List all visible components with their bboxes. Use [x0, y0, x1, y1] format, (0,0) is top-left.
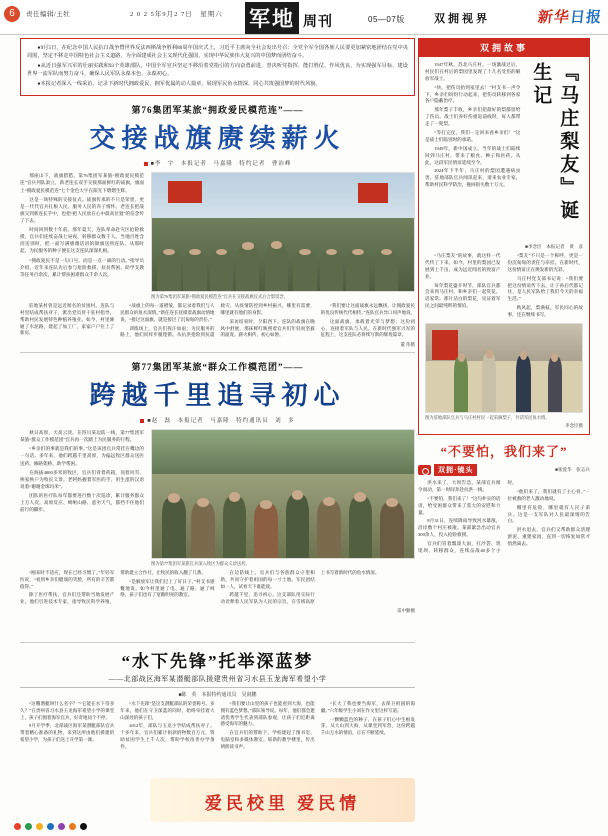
paragraph: “这艘潜艇叫什么名字？”“它能在水下待多久？”在贵州省习水县玉龙海军希望小学的课堂上，孩子们围着海军官兵，好奇地问个不停。 [20, 701, 115, 720]
ribbon-text-left: 爱民校里 [204, 794, 289, 813]
paragraph: 那年梨子丰收，乡亲们把最好的梨都留给了伤员。战士们养好伤重返前线时，每人都带走了一兜梨。 [425, 107, 521, 127]
color-swatch [69, 823, 76, 830]
sidebar-section-header: 双拥故事 [418, 38, 590, 57]
paragraph: 1947年秋，苏北马庄村。一场激战过后，村民们在村后的梨园里发现了十几名受伤的解放军战士。 [425, 62, 521, 81]
paragraph: 2024年下半年，马庄村的梨园遭遇病虫害。驻地部队官兵闻讯赶来，请来农业专家，帮助村民科学防治，挽回损失数十万元。 [425, 168, 521, 188]
paragraph: 在边防线上，官兵们与各族群众守望相助，共同守护着祖国的每一寸土地。军民团结如一人，试看天下谁能敌。 [220, 570, 315, 589]
paragraph: 这是一场特殊的交接仪式。战旗传承的不只是荣誉，更是一代代官兵扎根人民、服务人民的赤子情怀。老连长把战旗交到新连长手中，也把“把人民放在心中最高位置”的信念传了下去。 [20, 196, 144, 223]
paragraph: 8月31日，连续降雨导致河水暴涨，沿岸数个村庄被淹。某部紧急出动官兵300余人，投入抢险救援。 [418, 518, 501, 538]
paragraph: “战旗上的每一道褶皱，都记录着我们与人民群众的鱼水深情。”新任连长抚摸着战旗动情地说，“接过这面旗，就是接过了沉甸甸的责任。” [120, 303, 215, 322]
sidebar-badge-row [418, 464, 590, 476]
paragraph: 这面战旗，承载着光荣与梦想；这份初心，连接着军队与人民。在新时代强军兴军的征程上，这支连队必将续写新的辉煌篇章。 [320, 318, 415, 338]
color-swatch [58, 823, 65, 830]
color-swatch [25, 823, 32, 830]
article-跨越千里追寻初心 [20, 360, 415, 614]
sidebar-column [418, 38, 590, 555]
paragraph: “我们要让山里的孩子也能看到大海，也能拥有蓝色梦想。”部队领导说。每年，他们都会邀请优秀学生代表到部队参观，让孩子们近距离感受海军的魅力。 [220, 701, 315, 727]
paragraph: 在官兵们的帮助下，学校建起了图书室、电脑室和多媒体教室。崭新的教学楼里，传出朗朗读书声。 [220, 730, 315, 749]
article-photo-block [151, 172, 415, 300]
sidebar-headline-2: “不要怕，我们来了” [440, 444, 568, 460]
bottom-article-headline: “水下先锋”托举深蓝梦 [121, 652, 314, 671]
sidebar-photo-credit: 李念臣摄 [565, 423, 583, 429]
sidebar-vertical-title-wrap [525, 62, 583, 242]
masthead [0, 0, 608, 35]
photo-caption: 图为第77集团军某旅官兵深入牧区为群众义诊送药。 [151, 561, 250, 567]
paragraph: “梨友”不只是一个称呼，更是一份沉甸甸的责任与牵挂。在新时代，这份情谊正在焕发新的光彩。 [507, 253, 583, 272]
article-byline [20, 416, 415, 424]
color-swatch [80, 823, 87, 830]
masthead-title-sub: 周刊 [303, 15, 333, 30]
paragraph: “乡亲们的事就是我们的事。”这是该团官兵常挂在嘴边的一句话。多年来，他们跨越千里高原，为偏远牧区群众送医送药、修路架桥、助学帮困。 [20, 446, 144, 466]
sidebar-byline-2: ■张爱华 张志兵 [555, 467, 590, 473]
byline-marker-icon [144, 162, 148, 166]
paper-logo [537, 6, 603, 27]
byline-text: ■陈 英 本报特约通讯员 吴润鹏 [178, 693, 257, 698]
registration-color-bar [14, 823, 87, 830]
paragraph: 训练场上，官兵们挥汗如雨；为民服务的路上，他们同样步履铿锵。从抗洪抢险到抗震救灾，从疫情防控到乡村振兴，哪里有需要，哪里就有他们的身影。 [120, 303, 315, 338]
article-photo-medics [151, 429, 415, 559]
paragraph: 团队的医疗队每年都要进行数十次巡诊，累计服务群众上万人次。高原反应、崎岖山路、恶劣天气，都挡不住他们前行的脚步。 [20, 492, 144, 513]
photo-crowd [152, 235, 414, 292]
paragraph: 采访结束时，夕阳西下。连队的战旗在晚风中舒展，那抹鲜红映照着官兵们年轻而坚毅的面庞。薪火相传，初心如磐。 [220, 318, 315, 338]
paper-logo-part1: 新华 [536, 10, 571, 26]
paragraph: “他们来了，我们就有了主心骨。”一位被救的老人激动地说。 [507, 488, 590, 501]
paragraph: 那座山下，战旗猎猎。第76集团军某旅“拥政爱民模范连”官兵列队肃立，新老连长双手交接那面鲜红的战旗，旗面上“拥政爱民模范连”七个金色大字在阳光下熠熠生辉。 [20, 173, 144, 193]
issue-range: 05—07版 [368, 15, 405, 24]
column-badge: 双拥·镜头 [434, 464, 477, 476]
photo-flag [358, 183, 388, 203]
paragraph: 哪里有危险，哪里就有人民子弟兵。这是一支军队对人民最深情的告白。 [507, 504, 590, 524]
paragraph: 洪水来了，大坝告急。某部官兵闻令而动，第一时间奔赴抗洪一线。 [418, 480, 501, 492]
color-swatch [47, 823, 54, 830]
photo-hills [152, 430, 414, 479]
paragraph: “等打完仗，我们一定回来看乡亲们！”这是战士们临别时的承诺。 [425, 130, 521, 142]
lead-text [27, 44, 408, 88]
photo-credit: 董 伟摄 [400, 342, 415, 348]
article-headline: 跨越千里追寻初心 [89, 380, 346, 411]
paragraph: “不要怕，我们来了！”这句朴实的话语，给受困群众带来了莫大的安慰和力量。 [418, 495, 501, 515]
article-交接战旗赓续薪火 [20, 103, 415, 348]
paragraph: 1949年，新中国成立。当年的战士们陆续回到马庄村，带来了粮食、种子和医药。从此，这段军民情谊延续至今。 [425, 145, 521, 165]
paragraph: “拥政爱民不是一句口号，而是一点一滴的行动。”指导员介绍，近年来连队先后参与抢险救援、扶贫帮困、助学支教等任务百余次，累计帮扶困难群众千余人次。 [20, 257, 144, 277]
lead-paragraph: ●从近日强军兴军的壮丽实践和93个英雄部队，中国全军官兵坚定不移沿着党指引的方向奋勇前进，坚决听党指挥、能打胜仗、作风优良，为实现强军目标、建设世界一流军队而努力奋斗，确保人民军队永葆本色、永葆初心。 [27, 63, 408, 78]
paragraph: 9月开学季，北部战区海军某潜艇部队官兵带着精心准备的礼物，来到这所由他们援建的希望小学，为孩子们送上开学第一课。 [20, 723, 115, 742]
sidebar-photo-caption: 图为驻地部队官兵与马庄村村民一起采摘梨子，共话军民鱼水情。 [425, 415, 550, 421]
color-swatch [14, 823, 21, 830]
paragraph: 在海拔4000多米的牧区，官兵们背着药箱，顶着风雪，挨家挨户为牧民义诊。老阿妈握着军医的手，用生涩的汉语说着“谢谢金珠玛米”。 [20, 469, 144, 489]
paragraph: 秋日高原，天高云淡。在四川某边防一线，第77集团军某旅“群众工作模范团”官兵再一次踏上为民服务的行程。 [20, 430, 144, 443]
paragraph: 马庄村党支部书记说：“我们要把这份情谊传下去，让子孙后代都记住，是人民军队给了我们今天的幸福生活。” [507, 275, 583, 302]
sidebar-vertical-headline: 『马庄梨友』诞生记 [530, 62, 579, 223]
divider [20, 352, 415, 353]
photo-flag [168, 181, 202, 203]
bottom-article-subtitle: ——北部战区海军某潜艇部队援建贵州省习水县玉龙海军希望小学 [20, 674, 415, 688]
divider [20, 642, 415, 643]
article-kicker: 第76集团军某旅“拥政爱民模范连”—— [131, 105, 304, 116]
article-body-bottom [20, 303, 415, 340]
paragraph: 除了医疗帮扶，官兵们还帮助当地发展产业。他们引进技术专家，指导牧民科学养殖，帮助建立合作社，让牧民的收入翻了几番。 [20, 570, 206, 605]
paper-logo-part2: 日报 [568, 10, 603, 26]
paragraph: 秋风起，梨满枝。军民同心的故事，还在继续书写。 [507, 305, 583, 318]
paragraph: “刚来时不适应，现在已经习惯了。”年轻军医说，“看到乡亲们健康的笑脸，所有的辛苦都值得。” [20, 570, 115, 589]
sidebar-story-box [418, 57, 590, 435]
paragraph: “是解放军让我们过上了好日子。”村支书感慨地说。如今村里通了电、通了路、通了网络，孩子们也有了宽敞明亮的教室。 [120, 578, 215, 598]
sidebar-story-continued [425, 253, 583, 319]
photo-credit: 雷中勤摄 [397, 607, 415, 613]
section-masthead-title [245, 2, 365, 32]
article-kicker: 第77集团军某旅“群众工作模范团”—— [131, 362, 304, 373]
byline-marker-icon [140, 419, 144, 423]
sidebar-byline: ■李念臣 本报记者 黄 彦 [525, 244, 583, 249]
byline-text: ■李 宇 本报记者 马嘉隆 特约记者 曹治峰 [150, 161, 292, 168]
article-body-bottom [20, 570, 415, 606]
paragraph: 2012年，部队与玉龙小学结成帮扶对子。十多年来，官兵们累计捐款捐物数百万元，资助贫困学生上千人次，帮助学校改善办学条件。 [120, 723, 215, 749]
sidebar-story-2-body [418, 480, 590, 555]
lead-highlight-box [20, 38, 415, 96]
paragraph: 跨越千里，追寻初心。这支部队用实际行动诠释着人民军队为人民的宗旨，在雪域高原上书写着新时代的鱼水情深。 [220, 570, 380, 605]
byline-text: ■赵 磊 本报记者 马嘉隆 特约通讯员 刘 多 [147, 418, 295, 425]
ribbon-text-right: 爱民情 [297, 794, 361, 813]
article-photo-block [151, 429, 415, 567]
ribbon-text [150, 789, 415, 814]
paragraph: “长大了我也要当海军，去保卫祖国的海疆。”六年级学生小刘在作文里这样写道。 [320, 701, 415, 713]
article-headline: 交接战旗赓续薪火 [89, 123, 346, 154]
bottom-article-byline [20, 691, 415, 698]
photo-caption: 图为第76集团军某旅“拥政爱民模范连”官兵在交接战旗仪式后合影留念。 [151, 294, 289, 300]
paragraph: 驻地某村曾是远近闻名的贫困村。连队与村里结成帮扶对子，派出党员骨干驻村指导，帮助村民发展特色种植养殖业。如今，村里修通了水泥路，建起了加工厂，家家户户住上了新房。 [20, 303, 115, 336]
paragraph: “水下先锋”是这支潜艇部队的荣誉称号。多年来，他们在守卫深蓝的同时，始终牵挂着大山深处的孩子们。 [120, 701, 215, 720]
decorative-ribbon [150, 778, 415, 822]
article-photo-soldiers [151, 172, 415, 292]
article-byline [20, 159, 415, 167]
sidebar-story-2 [418, 441, 590, 555]
sidebar-photo-pears [425, 323, 583, 413]
paragraph: 一颗颗蓝色的种子，在孩子们心中生根发芽。从大山到大海，从课堂到军营，这份跨越千山万水的情谊，正在不断延续。 [320, 716, 415, 735]
section-name: 双拥视界 [434, 13, 490, 25]
main-content-column [20, 38, 415, 614]
paragraph: 时间回到数十年前。那年夏天，连队奉命赴灾区抢险救援，官兵们连续奋战七昼夜，转移群众数千人。当地百姓含泪送别时，把一面写满感谢话语的锦旗送到连队。从那时起，为民服务的种子便在这支连队深深扎根。 [20, 227, 144, 254]
paragraph: 洪水退去，官兵们又帮助群众清理淤泥、重建家园，直到一切恢复如常才悄然离去。 [507, 527, 590, 547]
page-number: 6 [4, 6, 20, 22]
article-body-left [20, 429, 144, 567]
sidebar-story-text [425, 62, 520, 242]
masthead-title-main: 军地 [245, 2, 299, 34]
paragraph: 官兵们冒着瓢泼大雨，扛沙袋、筑堤坝、转移群众，连续奋战40多个小时。 [418, 480, 517, 554]
color-swatch [36, 823, 43, 830]
camera-icon [418, 465, 431, 475]
lead-paragraph: ●9月5日，在纪念中国人民抗日战争暨世界反法西斯战争胜利80周年国庆式上，习近平主席向全社会发出号召：全党全军全国各族人民要更加紧密地团结在党中央周围，坚定不移走中国特色社会主义道路，为全面建成社会主义现代化强国、实现中华民族伟大复兴的中国梦而团结奋斗。 [27, 45, 408, 60]
lead-paragraph: ●本报记者深入一线采访，记录下新时代拥政爱民、拥军优属的动人篇章，展现军民鱼水情深、同心共筑强国梦的时代风貌。 [37, 81, 321, 88]
publication-date: 2 0 2 5年9月2 7日 星期六 [130, 11, 223, 18]
paragraph: “我们要让这面战旗永远飘扬，让拥政爱民的优良传统代代相传。”连队官兵异口同声地说。 [320, 303, 415, 316]
article-body-left [20, 172, 144, 300]
paragraph: “马庄梨友”的故事，就这样一代代传了下来。如今，村里的梨园已发展到上千亩，成为远近闻名的致富产业。 [425, 253, 501, 279]
paragraph: “快，把伤员抬到家里去！”村支书一声令下，乡亲们纷纷行动起来，把伤员转移到各家各户隐蔽治疗。 [425, 84, 521, 104]
editor-credit: 责任编辑/王牡 [26, 11, 71, 18]
paragraph: 每年梨花盛开时节，部队官兵都会来到马庄村，和乡亲们一起赏花、话家常。那片洁白的梨花，见证着军民之间最纯粹的情谊。 [425, 282, 501, 309]
photo-banner [432, 330, 458, 360]
